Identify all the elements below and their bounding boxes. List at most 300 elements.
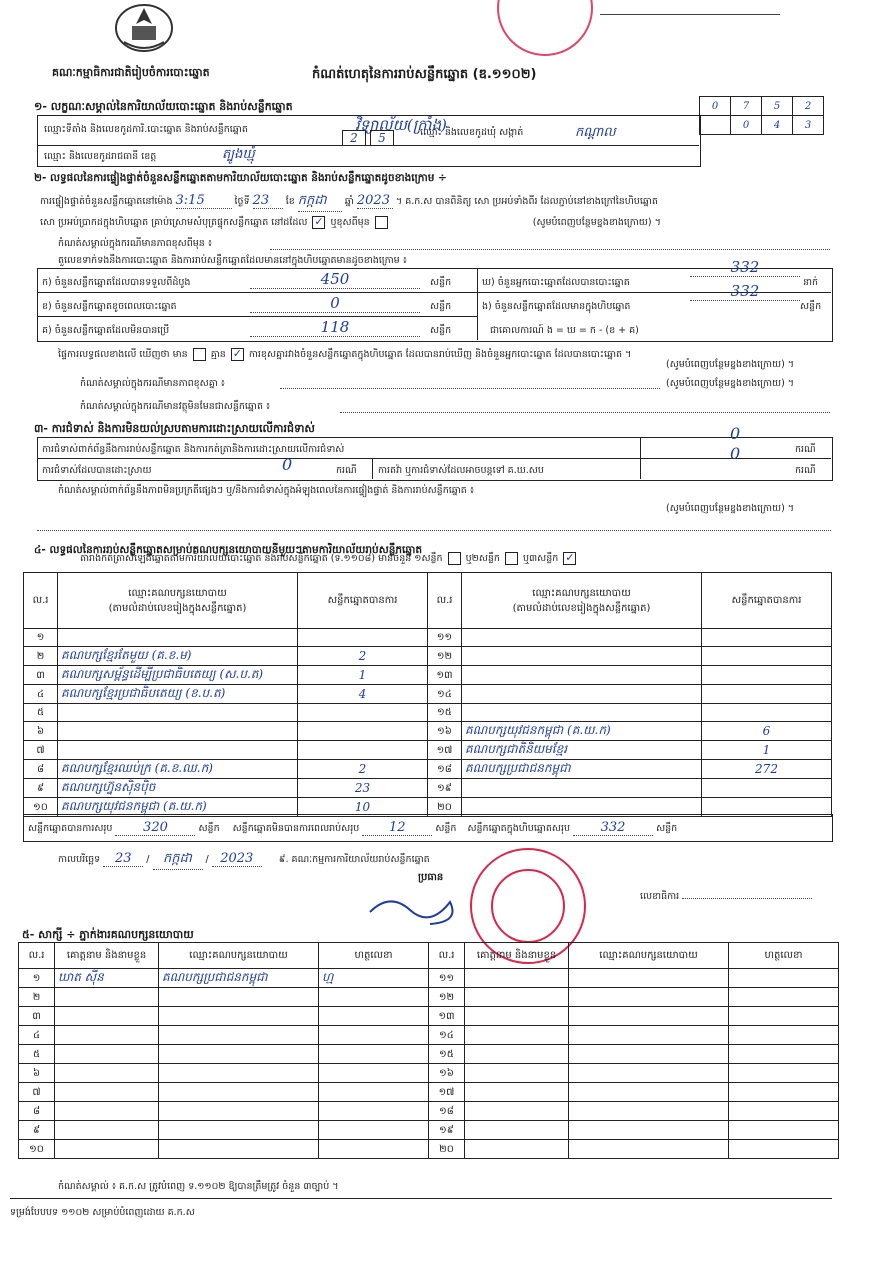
objection-note: កំណត់សម្គាល់ពាក់ព័ន្ធនឹងភាពមិនប្រក្រតីផ្សេងៗ ឬ/និងការជំទាស់ក្នុងអំឡុងពេលនៃការផ្ទៀងផ្ទាត់ និងការរាប់សន្លឹកឆ្នោត ៖ xyxy=(58,485,475,496)
witness-party-left xyxy=(159,988,319,1007)
witness-sig-left: ហ្ម xyxy=(319,969,429,988)
result-votes-left: 10 xyxy=(298,798,428,817)
diff-text-c: ការខុសគ្នារវាងចំនួនសន្លឹកឆ្នោតក្នុងហិបឆ្នោត ដែលបានរាប់ឃើញ និងចំនួនអ្នកបោះឆ្នោត ដែលបានបោះឆ្នោត ។ xyxy=(248,349,632,360)
code-grid xyxy=(699,96,824,135)
col-party-right-title: ឈ្មោះគណបក្សនយោបាយ xyxy=(532,587,631,599)
sheets-2-checkbox[interactable] xyxy=(505,552,518,565)
w-col-name-left: គោត្តនាម និងនាមខ្លួន xyxy=(55,943,159,969)
witness-no-right: ១២ xyxy=(429,988,465,1007)
result-no-right: ១៩ xyxy=(428,779,462,798)
different-checkbox[interactable] xyxy=(375,216,388,229)
commune-label: ឈ្មោះ និងលេខកូដឃុំ សង្កាត់ xyxy=(420,127,524,138)
totals-line xyxy=(28,820,677,836)
witness-no-right: ២០ xyxy=(429,1140,465,1159)
witness-sig-left xyxy=(319,1102,429,1121)
commune-code-2: 5 xyxy=(370,130,394,146)
result-party-left: គណបក្សខ្មែរប្រជាធិបតេយ្យ (ខ.ប.ត) xyxy=(58,685,298,704)
col-party-right xyxy=(462,573,702,629)
witness-no-left: ៩ xyxy=(19,1121,55,1140)
total-box-label: សន្លឹកឆ្នោតក្នុងហិបឆ្នោតសរុប xyxy=(467,823,570,834)
objection-r2-label: ការជំទាស់ដែលបានដោះស្រាយ xyxy=(42,465,152,476)
results-table xyxy=(23,572,832,817)
total-valid-label: សន្លឹកឆ្នោតបានការសរុប xyxy=(28,823,113,834)
diff-no-checkbox[interactable]: ✓ xyxy=(232,347,242,360)
witness-no-right: ១៧ xyxy=(429,1083,465,1102)
objection-r1-label: ការជំទាស់ពាក់ព័ន្ធនឹងការរាប់សន្លឹកឆ្នោត និងការកត់ត្រានិងការដោះស្រាយលើការជំទាស់ xyxy=(42,444,345,455)
place-value: វិទ្យាល័យ(ក្រាំង) xyxy=(355,116,447,134)
date-month: កក្កដា xyxy=(153,850,203,870)
table-row xyxy=(19,988,839,1007)
witness-no-left: ៧ xyxy=(19,1083,55,1102)
witness-name-left xyxy=(55,1045,159,1064)
total-box-unit: សន្លឹក xyxy=(656,823,678,834)
result-votes-right xyxy=(702,704,832,722)
form-title: កំណត់ហេតុនៃការរាប់សន្លឹកឆ្នោត (ឌ.១១០២) xyxy=(312,67,537,82)
objection-r2-value: 0 xyxy=(282,455,293,474)
result-votes-right: 272 xyxy=(702,760,832,779)
result-votes-right: 1 xyxy=(702,741,832,760)
objection-r2-mid: ការតវ៉ា ឬការជំទាស់ដែលអាចបន្តទៅ គ.ឃ.សប xyxy=(378,465,544,476)
table-row xyxy=(19,1026,839,1045)
witness-sig-left xyxy=(319,988,429,1007)
witness-sig-right xyxy=(729,1083,839,1102)
sheets-3-label: ឬ៣សន្លឹក xyxy=(523,553,559,564)
witness-name-left xyxy=(55,1140,159,1159)
result-votes-right xyxy=(702,666,832,685)
code-blank xyxy=(700,116,731,135)
objection-r2b-unit: ករណី xyxy=(795,465,816,476)
date-day: 23 xyxy=(103,851,143,867)
witness-sig-right xyxy=(729,988,839,1007)
witness-party-right xyxy=(569,1140,729,1159)
result-party-right xyxy=(462,629,702,647)
result-party-right: គណបក្សយុវជនកម្ពុជា (គ.យ.ក) xyxy=(462,722,702,741)
col-votes-right: សន្លឹកឆ្នោតបានការ xyxy=(702,573,832,629)
witness-party-right xyxy=(569,1064,729,1083)
witness-no-left: ១០ xyxy=(19,1140,55,1159)
province-label: ឈ្មោះ និងលេខកូដរាជធានី ខេត្ត xyxy=(44,151,157,162)
result-votes-right xyxy=(702,629,832,647)
witness-sig-left xyxy=(319,1026,429,1045)
result-votes-left: 1 xyxy=(298,666,428,685)
result-votes-left xyxy=(298,629,428,647)
secretary-label: លេខាធិការ xyxy=(640,891,680,902)
witness-no-left: ៤ xyxy=(19,1026,55,1045)
result-no-left: ៧ xyxy=(24,741,58,760)
w-col-no-right: ល.រ xyxy=(429,943,465,969)
result-party-right: គណបក្សប្រជាជនកម្ពុជា xyxy=(462,760,702,779)
fig-c-label: គ) ចំនួនសន្លឹកឆ្នោតដែលមិនបានប្រើ xyxy=(42,325,170,336)
fig-b-label: ខ) ចំនួនសន្លឹកឆ្នោតខូចពេលបោះឆ្នោត xyxy=(42,301,177,312)
objection-r2-unit: ករណី xyxy=(336,465,357,476)
diff-text-a: ផ្ទៃការលទ្ធផលខាងលើ ឃើញថា មាន xyxy=(58,349,188,360)
date-line: កាលបរិច្ឆេទ 23 / កក្កដា / 2023 ៩. គណៈកម្មការការិយាល័យរាប់សន្លឹកឆ្នោត xyxy=(58,850,430,870)
w-col-sig-right: ហត្ថលេខា xyxy=(729,943,839,969)
witness-name-left xyxy=(55,1007,159,1026)
different-label: ឬខុសពីមុន xyxy=(330,217,370,228)
result-no-right: ១២ xyxy=(428,647,462,666)
witness-party-right xyxy=(569,1026,729,1045)
section-2-heading: ២- លទ្ធផលនៃការផ្ទៀងផ្ទាត់ចំនួនសន្លឹកឆ្នោតតាមការិយាល័យបោះឆ្នោត និងរាប់សន្លឹកឆ្នោតដូចខាងក្រោម ÷ xyxy=(34,172,447,184)
witness-party-left xyxy=(159,1140,319,1159)
witness-no-right: ១១ xyxy=(429,969,465,988)
result-no-left: ៣ xyxy=(24,666,58,685)
fig-d-unit: នាក់ xyxy=(803,277,819,288)
note-object: កំណត់សម្គាល់ក្នុងករណីមានវត្ថុមិនមែនជាសន្លឹកឆ្នោត ៖ xyxy=(80,401,271,412)
witness-no-left: ១ xyxy=(19,969,55,988)
total-box: 332 xyxy=(573,820,653,836)
w-col-party-left: ឈ្មោះគណបក្សនយោបាយ xyxy=(159,943,319,969)
witness-name-left xyxy=(55,1064,159,1083)
result-votes-left: 2 xyxy=(298,760,428,779)
witness-no-left: ៦ xyxy=(19,1064,55,1083)
result-party-left: គណបក្សខ្មែរឈប់ក្រ (គ.ខ.ឈ.ក) xyxy=(58,760,298,779)
table-row xyxy=(19,1102,839,1121)
witness-name-right xyxy=(465,1026,569,1045)
w-col-name-right: គោត្តនាម និងនាមខ្លួន xyxy=(465,943,569,969)
witness-sig-left xyxy=(319,1007,429,1026)
table-row xyxy=(19,1083,839,1102)
fig-e-label: ង) ចំនួនសន្លឹកឆ្នោតដែលមានក្នុងហិបឆ្នោត xyxy=(482,301,631,312)
result-no-left: ៥ xyxy=(24,704,58,722)
date-label: កាលបរិច្ឆេទ xyxy=(58,854,101,865)
witness-party-left xyxy=(159,1026,319,1045)
fig-a-label: ក) ចំនួនសន្លឹកឆ្នោតដែលបានទទួលពីដំបូង xyxy=(42,277,191,288)
fig-a-unit: សន្លឹក xyxy=(430,277,452,288)
witness-name-right xyxy=(465,1140,569,1159)
objection-r1-value: 0 xyxy=(730,424,741,443)
code-bottom-3: 3 xyxy=(793,116,824,135)
witness-no-left: ៨ xyxy=(19,1102,55,1121)
verify-year: 2023 xyxy=(357,193,393,209)
figures-row-line-2 xyxy=(37,316,477,317)
note-object-line xyxy=(340,412,830,413)
fig-c-value: 118 xyxy=(250,318,420,337)
witness-name-left: ឃាត សុីន xyxy=(55,969,159,988)
org-name: គណៈកម្មាធិការជាតិរៀបចំការបោះឆ្នោត xyxy=(52,66,210,79)
verify-text-b: ថ្ងៃទី xyxy=(234,196,250,207)
witness-no-left: ៣ xyxy=(19,1007,55,1026)
code-top-2: 7 xyxy=(731,97,762,116)
table-row xyxy=(24,647,832,666)
witness-name-left xyxy=(55,1121,159,1140)
witness-party-left xyxy=(159,1064,319,1083)
result-votes-left xyxy=(298,722,428,741)
w-col-no-left: ល.រ xyxy=(19,943,55,969)
total-valid: 320 xyxy=(115,820,195,836)
result-votes-left: 2 xyxy=(298,647,428,666)
place-label: ឈ្មោះទីតាំង និងលេខកូដការិ.បោះឆ្នោត និងរាប់សន្លឹកឆ្នោត xyxy=(44,124,248,135)
witness-sig-right xyxy=(729,1140,839,1159)
objection-r2b-value: 0 xyxy=(730,444,741,463)
witness-name-right xyxy=(465,1083,569,1102)
table-row xyxy=(24,760,832,779)
witness-party-right xyxy=(569,1045,729,1064)
section-3-heading: ៣- ការជំទាស់ និងការមិនយល់ស្របតាមការដោះស្រាយលើការជំទាស់ xyxy=(34,422,315,435)
witness-table xyxy=(18,942,839,1159)
result-party-left: គណបក្សហ្វ៊ុនស៊ិនប៉ិច xyxy=(58,779,298,798)
result-party-left xyxy=(58,741,298,760)
result-party-left: គណបក្សយុវជនកម្ពុជា (គ.យ.ក) xyxy=(58,798,298,817)
province-value: ត្បូងឃ្មុំ xyxy=(222,147,255,162)
section-4-heading: ៤- លទ្ធផលនៃការរាប់សន្លឹកឆ្នោតសម្រាប់គណបក្សនយោបាយនីមួយៗតាមការិយាល័យរាប់សន្លឹកឆ្នោត xyxy=(34,544,423,556)
result-party-left: គណបក្សសម្ព័ន្ធដើម្បីប្រជាធិបតេយ្យ (ស.ប.ត) xyxy=(58,666,298,685)
chair-label: ប្រធាន xyxy=(418,872,444,883)
result-votes-right xyxy=(702,779,832,798)
objection-row-line xyxy=(37,458,831,459)
w-col-sig-left: ហត្ថលេខា xyxy=(319,943,429,969)
commune-value: កណ្ដាល xyxy=(575,125,616,140)
result-party-left xyxy=(58,629,298,647)
col-party-left-title: ឈ្មោះគណបក្សនយោបាយ xyxy=(128,587,227,599)
witness-party-right xyxy=(569,1102,729,1121)
result-no-left: ៦ xyxy=(24,722,58,741)
result-votes-left xyxy=(298,704,428,722)
section-1-heading: ១- លក្ខណៈសម្គាល់នៃការិយាល័យបោះឆ្នោត និងរាប់សន្លឹកឆ្នោត xyxy=(34,100,293,113)
fig-e-value: 332 xyxy=(690,282,800,301)
verify-text-d: ឆ្នាំ xyxy=(344,196,354,207)
sheets-1-checkbox[interactable] xyxy=(448,552,461,565)
total-invalid: 12 xyxy=(362,820,432,836)
total-valid-unit: សន្លឹក xyxy=(198,823,220,834)
code-top-3: 5 xyxy=(762,97,793,116)
divider-s1 xyxy=(37,145,699,146)
witness-sig-left xyxy=(319,1083,429,1102)
objection-fill-note: (សូមបំពេញបន្ថែមខ្នងខាងក្រោយ) ។ xyxy=(666,503,795,514)
witness-sig-right xyxy=(729,1045,839,1064)
witness-no-right: ១៣ xyxy=(429,1007,465,1026)
verify-day: 23 xyxy=(253,193,283,209)
result-party-left xyxy=(58,722,298,741)
result-no-right: ១៦ xyxy=(428,722,462,741)
witness-party-right xyxy=(569,1083,729,1102)
witness-name-right xyxy=(465,1121,569,1140)
witness-party-right xyxy=(569,969,729,988)
col-party-left xyxy=(58,573,298,629)
col-party-left-sub: (តាមលំដាប់លេខរៀងក្នុងសន្លឹកឆ្នោត) xyxy=(108,602,247,614)
witness-no-right: ១៩ xyxy=(429,1121,465,1140)
witness-sig-left xyxy=(319,1064,429,1083)
chair-signature xyxy=(360,882,480,932)
result-votes-left xyxy=(298,741,428,760)
total-invalid-label: សន្លឹកឆ្នោតមិនបានការពេលរាប់សរុប xyxy=(232,823,360,834)
table-row xyxy=(19,1140,839,1159)
fig-a-value: 450 xyxy=(250,270,420,289)
witness-sig-left xyxy=(319,1121,429,1140)
result-votes-left: 4 xyxy=(298,685,428,704)
result-no-left: ៨ xyxy=(24,760,58,779)
result-party-left xyxy=(58,704,298,722)
witness-name-right xyxy=(465,1102,569,1121)
objection-col-line xyxy=(640,437,641,479)
section-5-heading: ៥- សាក្សី ÷ ភ្នាក់ងារគណបក្សនយោបាយ xyxy=(22,928,194,941)
witness-party-left xyxy=(159,1121,319,1140)
verify-text-a: ការផ្ទៀងផ្ទាត់ចំនួនសន្លឹកឆ្នោតនៅម៉ោង xyxy=(40,196,173,207)
table-row xyxy=(19,1045,839,1064)
fig-d-value: 332 xyxy=(690,258,800,277)
footer-note: កំណត់សម្គាល់ ៖ គ.ក.ស ត្រូវបំពេញ ទ.១១០២ ឱ្យបានត្រឹមត្រូវ ចំនួន ៣ច្បាប់ ។ xyxy=(58,1181,339,1192)
verify-text-e: ។ គ.ក.ស បានពិនិត្យ សោ ប្រអប់ទាំងពីរ ដែលភ្ជាប់នៅខាងក្រៅនៃហិបឆ្នោត xyxy=(395,196,658,207)
result-no-right: ១៨ xyxy=(428,760,462,779)
witness-sig-right xyxy=(729,1064,839,1083)
sheets-line xyxy=(80,552,578,566)
table-row xyxy=(19,1007,839,1026)
result-party-right xyxy=(462,647,702,666)
witness-sig-right xyxy=(729,1007,839,1026)
note-different: កំណត់សម្គាល់ក្នុងករណីមានភាពខុសពីមុន ៖ xyxy=(58,238,213,249)
witness-sig-left xyxy=(319,1045,429,1064)
table-row xyxy=(19,1064,839,1083)
code-top-1: 0 xyxy=(700,97,731,116)
witness-party-right xyxy=(569,1121,729,1140)
witness-no-left: ២ xyxy=(19,988,55,1007)
table-row xyxy=(24,722,832,741)
sheets-intro: តារាងកត់ត្រាសំឡេងឆ្នោតតាមការិយាល័យបោះឆ្នោត និងរាប់សន្លឹកឆ្នោត (ទ.១១០៨) មានចំនួន ១សន្លឹក xyxy=(80,553,443,564)
total-invalid-unit: សន្លឹក xyxy=(435,823,457,834)
witness-name-right xyxy=(465,1064,569,1083)
witness-name-left xyxy=(55,1083,159,1102)
verify-line-1 xyxy=(40,192,658,212)
witness-party-left xyxy=(159,1102,319,1121)
table-row xyxy=(19,969,839,988)
col-no-right: ល.រ xyxy=(428,573,462,629)
witness-body xyxy=(19,969,839,1159)
verify-text-c: ខែ xyxy=(285,196,295,207)
result-party-right xyxy=(462,779,702,798)
note-diff-line xyxy=(280,388,660,389)
fill-note-1: (សូមបំពេញបន្ថែមខ្នងខាងក្រោយ) ។ xyxy=(666,359,795,370)
witness-name-right xyxy=(465,969,569,988)
code-bottom-1: 0 xyxy=(731,116,762,135)
result-no-left: ៤ xyxy=(24,685,58,704)
witness-party-right xyxy=(569,988,729,1007)
figures-intro: តួលេខទាក់ទងនឹងការបោះឆ្នោត និងការរាប់សន្លឹកឆ្នោតដែលមាននៅក្នុងហិបឆ្នោតមានដូចខាងក្រោម ៖ xyxy=(58,255,407,266)
verify-time: 3:15 xyxy=(176,193,232,209)
verify-fill-note: (សូមបំពេញបន្ថែមខ្នងខាងក្រោយ) ។ xyxy=(532,217,661,228)
sheets-2-label: ឬ២សន្លឹក xyxy=(465,553,500,564)
witness-sig-left xyxy=(319,1140,429,1159)
result-no-left: ៩ xyxy=(24,779,58,798)
sheets-3-checkbox[interactable]: ✓ xyxy=(565,551,575,564)
result-party-left: គណបក្សខ្មែរតែមួយ (គ.ខ.ម) xyxy=(58,647,298,666)
result-party-right xyxy=(462,666,702,685)
col-no-left: ល.រ xyxy=(24,573,58,629)
objection-r1-unit: ករណី xyxy=(795,444,816,455)
formula: ជាគោលការណ៍ ង = ឃ = ក - (ខ + គ) xyxy=(490,325,639,336)
result-votes-left: 23 xyxy=(298,779,428,798)
col-party-right-sub: (តាមលំដាប់លេខរៀងក្នុងសន្លឹកឆ្នោត) xyxy=(512,602,651,614)
table-row xyxy=(24,704,832,722)
result-votes-right: 6 xyxy=(702,722,832,741)
witness-party-left: គណបក្សប្រជាជនកម្ពុជា xyxy=(159,969,319,988)
fig-d-label: ឃ) ចំនួនអ្នកបោះឆ្នោតដែលបានបោះឆ្នោត xyxy=(482,277,630,288)
result-party-right: គណបក្សជាតិនិយមខ្មែរ xyxy=(462,741,702,760)
witness-party-left xyxy=(159,1045,319,1064)
code-bottom-2: 4 xyxy=(762,116,793,135)
verify-text-2: សោ ប្រអប់ប្រាកដក្នុងហិបឆ្នោត គ្រាប់ស្រោមសំបុត្រផ្ទុកសន្លឹកឆ្នោត នៅដដែល xyxy=(40,217,308,228)
witness-no-right: ១៤ xyxy=(429,1026,465,1045)
result-no-right: ២០ xyxy=(428,798,462,817)
result-no-left: ១ xyxy=(24,629,58,647)
table-row xyxy=(24,741,832,760)
footer-form: ទម្រង់បែបបទ ១១០២ សម្រាប់បំពេញដោយ គ.ក.ស xyxy=(10,1207,195,1218)
note-diff: កំណត់សម្គាល់ក្នុងករណីមានភាពខុសគ្នា ៖ xyxy=(80,378,225,389)
result-no-right: ១៤ xyxy=(428,685,462,704)
witness-sig-right xyxy=(729,1121,839,1140)
footer-rule xyxy=(10,1198,832,1199)
witness-sig-right xyxy=(729,1026,839,1045)
result-votes-right xyxy=(702,685,832,704)
fig-b-value: 0 xyxy=(250,294,420,313)
witness-party-left xyxy=(159,1007,319,1026)
witness-name-right xyxy=(465,988,569,1007)
date-year: 2023 xyxy=(212,851,262,867)
result-no-right: ១៥ xyxy=(428,704,462,722)
witness-no-left: ៥ xyxy=(19,1045,55,1064)
figures-divider xyxy=(477,268,478,340)
diff-yes-checkbox[interactable] xyxy=(193,348,206,361)
table-row xyxy=(24,666,832,685)
top-line xyxy=(600,14,780,15)
witness-name-right xyxy=(465,1045,569,1064)
w-col-party-right: ឈ្មោះគណបក្សនយោបាយ xyxy=(569,943,729,969)
diff-line xyxy=(58,348,631,362)
witness-no-right: ១៦ xyxy=(429,1064,465,1083)
result-party-right xyxy=(462,685,702,704)
witness-party-left xyxy=(159,1083,319,1102)
result-votes-right xyxy=(702,647,832,666)
commune-code-1: 2 xyxy=(342,130,366,146)
secretary-signature xyxy=(682,888,812,899)
witness-sig-right xyxy=(729,1102,839,1121)
note-different-line xyxy=(270,249,830,250)
objection-col-line-2 xyxy=(372,458,373,479)
result-party-right xyxy=(462,704,702,722)
objection-note-line xyxy=(37,530,831,531)
table-row xyxy=(24,779,832,798)
result-no-right: ១១ xyxy=(428,629,462,647)
result-no-right: ១៧ xyxy=(428,741,462,760)
fig-e-unit: សន្លឹក xyxy=(800,301,822,312)
table-row xyxy=(24,685,832,704)
witness-no-right: ១៥ xyxy=(429,1045,465,1064)
witness-party-right xyxy=(569,1007,729,1026)
witness-no-right: ១៨ xyxy=(429,1102,465,1121)
secretary-line xyxy=(640,888,812,904)
witness-name-left xyxy=(55,1026,159,1045)
committee-label: ៩. គណៈកម្មការការិយាល័យរាប់សន្លឹកឆ្នោត xyxy=(278,854,430,865)
witness-name-left xyxy=(55,1102,159,1121)
result-no-left: ២ xyxy=(24,647,58,666)
result-no-left: ១០ xyxy=(24,798,58,817)
fill-note-2: (សូមបំពេញបន្ថែមខ្នងខាងក្រោយ) ។ xyxy=(666,378,795,389)
witness-sig-right xyxy=(729,969,839,988)
witness-name-right xyxy=(465,1007,569,1026)
diff-text-b: គ្មាន xyxy=(210,349,226,360)
result-no-right: ១៣ xyxy=(428,666,462,685)
table-row xyxy=(24,629,832,647)
verify-month: កក្កដា xyxy=(298,192,342,212)
same-checkbox[interactable]: ✓ xyxy=(314,215,324,228)
results-body xyxy=(24,629,832,817)
verify-line-2 xyxy=(40,216,661,230)
stamp-top xyxy=(497,0,593,56)
table-row xyxy=(19,1121,839,1140)
fig-b-unit: សន្លឹក xyxy=(430,301,452,312)
code-top-4: 2 xyxy=(793,97,824,116)
fig-c-unit: សន្លឹក xyxy=(430,325,452,336)
witness-name-left xyxy=(55,988,159,1007)
